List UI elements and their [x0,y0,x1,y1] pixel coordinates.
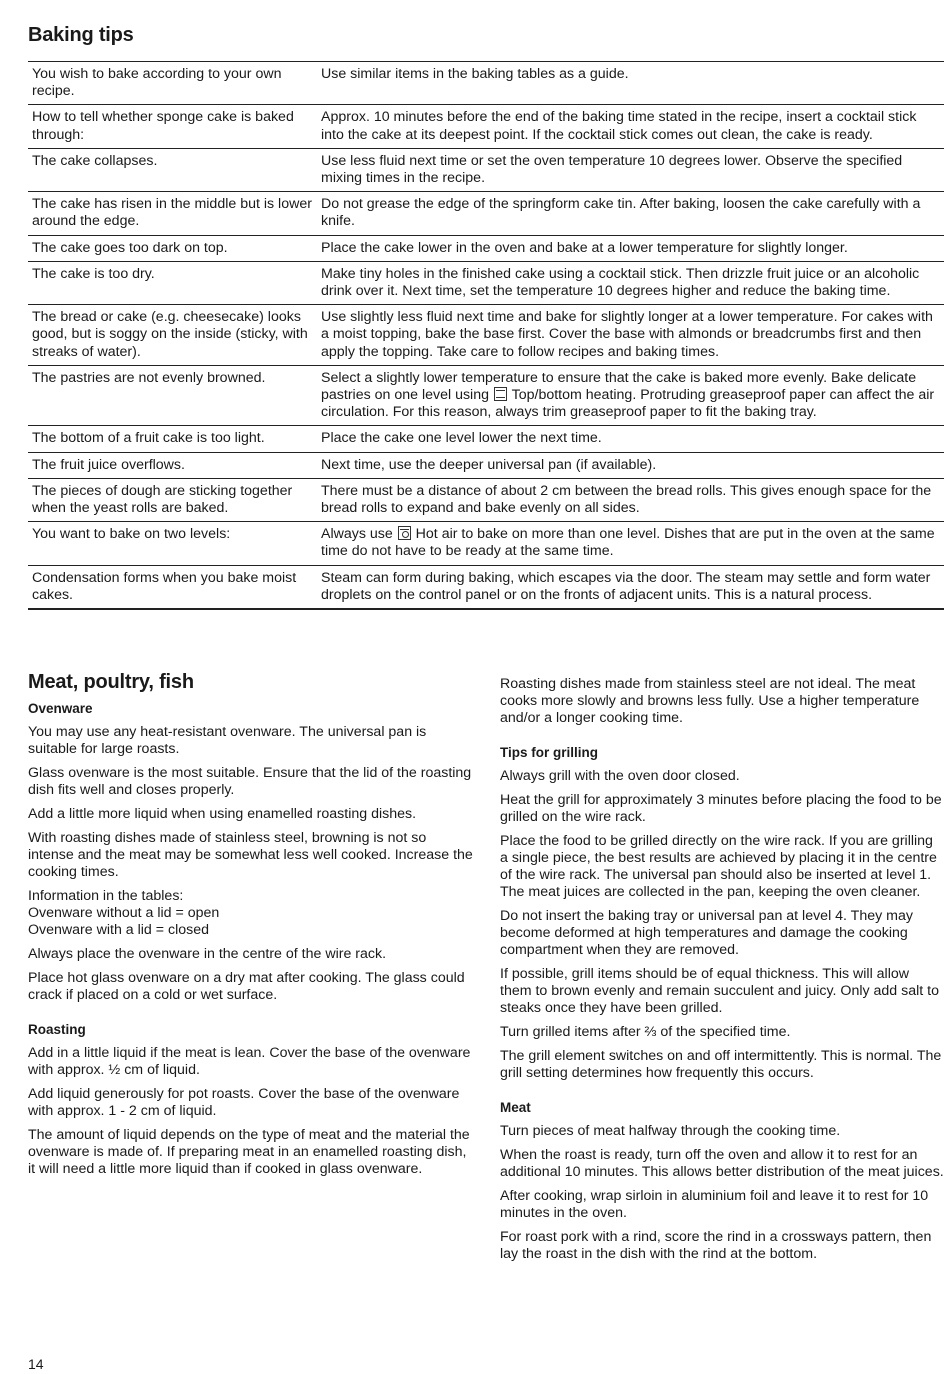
problem-cell: The pieces of dough are sticking together when the yeast rolls are baked. [28,478,317,521]
solution-text-part-1: Select a slightly lower temperature to ensure that the cake is baked more evenly. Bake delicate pastries on one level using [321,369,917,404]
meat-left-column [28,671,475,1185]
solution-cell: Next time, use the deeper universal pan (if available). [317,452,944,478]
paragraph: Do not insert the baking tray or universal pan at level 4. They may become deformed at high temperatures and damage the cooking compartment when they are removed. [500,908,913,958]
solution-cell: Place the cake one level lower the next time. [317,426,944,452]
grilling-heading: Tips for grilling [500,745,599,760]
paragraph: You may use any heat-resistant ovenware. The universal pan is suitable for large roasts. [28,724,427,757]
paragraph: Glass ovenware is the most suitable. Ensure that the lid of the roasting dish fits well and closes properly. [28,765,472,798]
table-row [28,565,944,609]
solution-cell: Place the cake lower in the oven and bake at a lower temperature for slightly longer. [317,235,944,261]
solution-cell [317,365,944,426]
paragraph: Place hot glass ovenware on a dry mat after cooking. The glass could crack if placed on a cold or wet surface. [28,970,465,1003]
paragraph: Turn grilled items after ⅔ of the specified time. [500,1024,791,1040]
solution-cell [317,522,944,565]
problem-cell: The cake has risen in the middle but is lower around the edge. [28,192,317,235]
paragraph: Always place the ovenware in the centre of the wire rack. [28,946,387,962]
paragraph: The grill element switches on and off intermittently. This is normal. The grill setting determines how frequently this occurs. [500,1048,942,1081]
solution-cell: Use slightly less fluid next time and bake for slightly longer at a lower temperature. For cakes with a moist topping, bake the base first. Cover the base with almonds or breadcrumbs first and then apply the topping. Take care to follow recipes and baking times. [317,305,944,366]
problem-cell: How to tell whether sponge cake is baked through: [28,105,317,148]
meat-right-column [500,676,944,1270]
solution-cell: Use similar items in the baking tables as a guide. [317,62,944,105]
paragraph: If possible, grill items should be of equal thickness. This will allow them to brown evenly and remain succulent and juicy. Only add salt to steaks once they have been grilled. [500,966,939,1016]
hot-air-fan-icon [398,526,411,540]
solution-cell: There must be a distance of about 2 cm between the bread rolls. This gives enough space for the bread rolls to expand and bake evenly on all sides. [317,478,944,521]
problem-cell: The cake collapses. [28,148,317,191]
table-info-paragraph [28,888,475,939]
solution-cell: Steam can form during baking, which escapes via the door. The steam may settle and form water droplets on the control panel or on the fronts of adjacent units. This is a natural process. [317,565,944,609]
solution-cell: Use less fluid next time or set the oven temperature 10 degrees lower. Observe the specified mixing times in the recipe. [317,148,944,191]
paragraph: Add in a little liquid if the meat is lean. Cover the base of the ovenware with approx. ½ cm of liquid. [28,1045,471,1078]
table-row [28,365,944,426]
table-row [28,62,944,105]
info-line: Information in the tables: [28,888,184,904]
table-row [28,105,944,148]
problem-cell: The bottom of a fruit cake is too light. [28,426,317,452]
solution-text-part-2: Top/bottom heating. Protruding greaseproof paper can affect the air circulation. For this reason, always trim greaseproof paper to fit the baking tray. [321,387,935,421]
table-row [28,452,944,478]
problem-cell: You want to bake on two levels: [28,522,317,565]
roasting-heading: Roasting [28,1022,86,1037]
ovenware-heading: Ovenware [28,701,93,716]
table-row [28,478,944,521]
paragraph: After cooking, wrap sirloin in aluminium foil and leave it to rest for 10 minutes in the oven. [500,1188,929,1221]
table-row [28,192,944,235]
problem-cell: The pastries are not evenly browned. [28,365,317,426]
paragraph: With roasting dishes made of stainless steel, browning is not so intense and the meat may be somewhat less well cooked. Increase the cooking times. [28,830,473,880]
page-number: 14 [28,1356,44,1372]
paragraph: Add liquid generously for pot roasts. Cover the base of the ovenware with approx. 1 - 2 cm of liquid. [28,1086,460,1119]
solution-text-part-2: Hot air to bake on more than one level. Dishes that are put in the oven at the same time do not have to be ready at the same time. [321,526,935,560]
paragraph: Place the food to be grilled directly on the wire rack. If you are grilling a single piece, the best results are achieved by placing it in the centre of the wire rack. The universal pan should also be inserted at level 1. The meat juices are collected in the pan, keeping the oven cleaner. [500,833,937,900]
paragraph: Turn pieces of meat halfway through the cooking time. [500,1123,841,1139]
paragraph: When the roast is ready, turn off the oven and allow it to rest for an additional 10 minutes. This allows better distribution of the meat juices. [500,1147,944,1180]
paragraph: Roasting dishes made from stainless steel are not ideal. The meat cooks more slowly and browns less fully. Use a higher temperature and/or a longer cooking time. [500,676,920,726]
table-row [28,522,944,565]
paragraph: Always grill with the oven door closed. [500,768,740,784]
solution-text-part-1: Always use [321,526,393,543]
problem-cell: The fruit juice overflows. [28,452,317,478]
paragraph: The amount of liquid depends on the type of meat and the material the ovenware is made of. If preparing meat in an enamelled roasting dish, it will need a little more liquid than if cooked in glass ovenware. [28,1127,470,1177]
problem-cell: The cake is too dry. [28,261,317,304]
table-row [28,148,944,191]
paragraph: Heat the grill for approximately 3 minutes before placing the food to be grilled on the wire rack. [500,792,942,825]
paragraph: For roast pork with a rind, score the rind in a crossways pattern, then lay the roast in the dish with the rind at the bottom. [500,1229,932,1262]
problem-cell: The cake goes too dark on top. [28,235,317,261]
solution-cell: Approx. 10 minutes before the end of the baking time stated in the recipe, insert a cocktail stick into the cake at its deepest point. If the cocktail stick comes out clean, the cake is ready. [317,105,944,148]
problem-cell: You wish to bake according to your own recipe. [28,62,317,105]
info-line: Ovenware without a lid = open [28,905,220,921]
paragraph: Add a little more liquid when using enamelled roasting dishes. [28,806,417,822]
meat-section-title: Meat, poultry, fish [28,671,194,693]
table-row [28,305,944,366]
baking-tips-table [28,61,944,610]
solution-cell: Do not grease the edge of the springform cake tin. After baking, loosen the cake carefully with a knife. [317,192,944,235]
table-row [28,426,944,452]
table-row [28,261,944,304]
top-bottom-heating-icon [494,387,507,401]
solution-cell: Make tiny holes in the finished cake using a cocktail stick. Then drizzle fruit juice or an alcoholic drink over it. Next time, set the temperature 10 degrees higher and reduce the baking time. [317,261,944,304]
baking-tips-title: Baking tips [28,24,134,46]
problem-cell: The bread or cake (e.g. cheesecake) looks good, but is soggy on the inside (sticky, with streaks of water). [28,305,317,366]
problem-cell: Condensation forms when you bake moist cakes. [28,565,317,609]
meat-heading: Meat [500,1100,531,1115]
table-row [28,235,944,261]
info-line: Ovenware with a lid = closed [28,922,209,938]
